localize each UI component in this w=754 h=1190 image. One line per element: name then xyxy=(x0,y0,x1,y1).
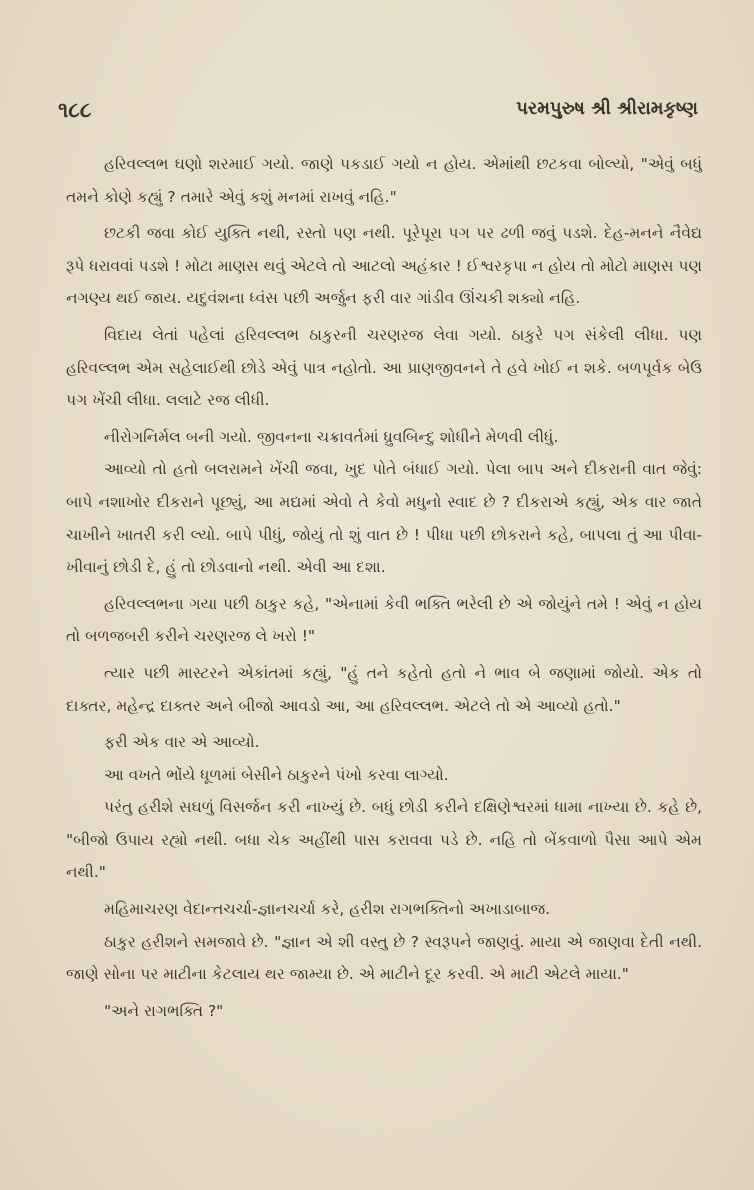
page-number: ૧૮૮ xyxy=(58,98,92,122)
paragraph-12: ઠાકુર હરીશને સમજાવે છે. "જ્ઞાન એ શી વસ્તુ છે ? સ્વરૂપને જાણવું. માયા એ જાણવા દેતી નથી. જાણે સોના પર માટીના કેટલાય થર જામ્યા છે. એ માટીને દૂર કરવી. એ માટી એટલે માયા." xyxy=(66,932,702,984)
paragraph-4: નીરોગનિર્મલ બની ગયો. જીવનના ચક્રાવર્તમાં ધ્રુવબિન્દુ શોધીને મેળવી લીધું. xyxy=(104,427,559,446)
paragraph-10: પરંતુ હરીશે સઘળું વિસર્જન કરી નાખ્યું છે. બધું છોડી કરીને દક્ષિણેશ્વરમાં ધામા નાખ્યા છે. કહે છે, "બીજો ઉપાય રહ્યો નથી. બધા ચેક અહીંથી પાસ કરાવવા પડે છે. નહિ તો બેંકવાળો પૈસા આપે એમ નથી." xyxy=(66,798,702,882)
paragraph-3: વિદાય લેતાં પહેલાં હરિવલ્લભ ઠાકુરની ચરણરજ લેવા ગયો. ઠાકુરે પગ સંકેલી લીધા. પણ હરિવલ્લભ એમ સહેલાઈથી છોડે એવું પાત્ર નહોતો. આ પ્રાણજીવનને તે હવે ખોઈ ન શકે. બળપૂર્વક બેઉ પગ ખેંચી લીધા. લલાટે રજ લીધી. xyxy=(66,325,702,410)
body-text xyxy=(66,148,702,1031)
paragraph-5: આવ્યો તો હતો બલરામને ખેંચી જવા, ખુદ પોતે બંધાઈ ગયો. પેલા બાપ અને દીકરાની વાત જેવું: બાપે નશાખોર દીકરાને પૂછ્યું, આ મદ્યમાં એવો તે કેવો મધુનો સ્વાદ છે ? દીકરાએ કહ્યું, એક વાર જાતે ચાખીને ખાતરી કરી લ્યો. બાપે પીધું, જોયું તો શું વાત છે ! પીધા પછી છોકરાને કહે, બાપલા તું આ પીવા-ખીવાનું છોડી દે, હું તો છોડવાનો નથી. એવી આ દશા. xyxy=(66,460,702,577)
running-title: પરમપુરુષ શ્રી શ્રીરામકૃષ્ણ xyxy=(516,98,698,119)
paragraph-9: આ વખતે ભોંયે ધૂળમાં બેસીને ઠાકુરને પંખો કરવા લાગ્યો. xyxy=(104,765,449,784)
paragraph-1: હરિવલ્લભ ઘણો શરમાઈ ગયો. જાણે પકડાઈ ગયો ન હોય. એમાંથી છટકવા બોલ્યો, "એવું બધું તમને કોણે કહ્યું ? તમારે એવું કશું મનમાં રાખવું નહિ." xyxy=(66,155,702,206)
paragraph-11: મહિમાચરણ વેદાન્તચર્ચા-જ્ઞાનચર્ચા કરે, હરીશ રાગભક્તિનો અખાડાબાજ. xyxy=(104,900,551,919)
paragraph-8: ફરી એક વાર એ આવ્યો. xyxy=(104,733,260,752)
paragraph-6: હરિવલ્લભના ગયા પછી ઠાકુર કહે, "એનામાં કેવી ભક્તિ ભરેલી છે એ જોયુંને તમે ! એવું ન હોય તો બળજબરી કરીને ચરણરજ લે ખરો !" xyxy=(66,594,702,646)
paragraph-13: "અને રાગભક્તિ ?" xyxy=(104,1001,224,1020)
paragraph-2: છટકી જવા કોઈ યુક્તિ નથી, રસ્તો પણ નથી. પૂરેપૂરા પગ પર ઢળી જવું પડશે. દેહ-મનને નૈવેદ્ય રૂપે ધરાવવાં પડશે ! મોટા માણસ થવું એટલે તો આટલો અહંકાર ! ઈશ્વરકૃપા ન હોય તો મોટો માણસ પણ નગણ્ય થઈ જાય. યદુવંશના ધ્વંસ પછી અર્જુન ફરી વાર ગાંડીવ ઊંચકી શક્યો નહિ. xyxy=(66,224,702,308)
paragraph-7: ત્યાર પછી માસ્ટરને એકાંતમાં કહ્યું, "હું તને કહેતો હતો ને ભાવ બે જણામાં જોયો. એક તો દાક્તર, મહેન્દ્ર દાક્તર અને બીજો આવડો આ, આ હરિવલ્લભ. એટલે તો એ આવ્યો હતો." xyxy=(66,663,702,715)
